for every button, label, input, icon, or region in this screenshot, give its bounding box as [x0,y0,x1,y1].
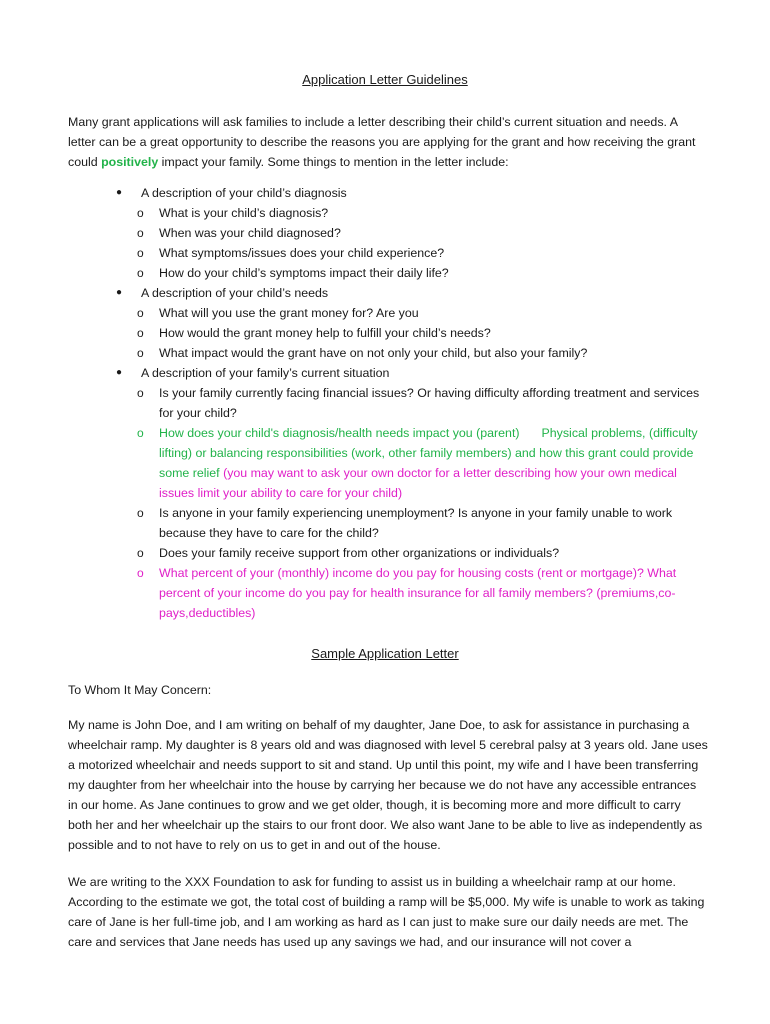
list-item [0,203,704,223]
highlight-question-a: How does your child's diagnosis/health needs impact you (parent) [159,426,520,440]
sub-bullet-icon: o [137,266,144,280]
list-item [0,263,704,283]
sub-bullet-icon: o [137,386,144,400]
sub-bullet-icon: o [137,306,144,320]
list-item [0,283,701,303]
sub-bullet-icon: o [137,566,144,580]
question-text: When was your child diagnosed? [159,226,341,240]
section-label: A description of your family’s current situation [141,366,390,380]
list-item [0,503,704,543]
sub-bullet-icon: o [137,426,144,440]
salutation: To Whom It May Concern: [68,683,212,697]
sub-bullet-icon: o [137,546,144,560]
list-item [0,363,701,383]
question-text: What is your child’s diagnosis? [159,206,329,220]
guidelines-title: Application Letter Guidelines [302,72,468,87]
section-label: A description of your child’s needs [141,286,329,300]
section-label: A description of your child’s diagnosis [141,186,347,200]
sub-bullet-icon: o [137,326,144,340]
question-text: Is your family currently facing financial issues? Or having difficulty affording treatment and services for your child? [159,386,700,420]
intro-text-start: Many grant applications will ask families to include a letter describing their child’s current situation and needs. A letter can be a great opportunity to describe the reasons you are applying for the grant and how receiving the grant could [68,115,696,169]
list-item [0,383,704,423]
list-item [0,183,701,203]
highlight-question-d: What percent of your (monthly) income do you pay for housing costs (rent or mortgage)? What percent of your income do you pay for health insurance for all family members? (premiums,co-pays,deductibles) [159,566,677,620]
question-text: Is anyone in your family experiencing unemployment? Is anyone in your family unable to work because they have to care for the child? [159,506,673,540]
list-item [0,223,704,243]
bullet-icon: ● [116,287,123,298]
sample-title: Sample Application Letter [311,646,459,661]
list-item [0,423,704,503]
letter-paragraph-2: We are writing to the XXX Foundation to ask for funding to assist us in building a wheelchair ramp at our home. According to the estimate we got, the total cost of building a ramp will be $5,000. My wife is unable to work as taking care of Jane is her full-time job, and I am working as hard as I can just to make sure our daily needs are met. The care and services that Jane needs has used up any savings we had, and our insurance will not cover a [68,875,705,949]
sub-bullet-icon: o [137,506,144,520]
highlight-question-b: Physical problems, (difficulty lifting) or balancing responsibilities (work, other family members) and how this grant could provide some relief [159,426,698,480]
list-item [0,563,704,623]
bullet-icon: ● [116,187,123,198]
sub-bullet-icon: o [137,206,144,220]
question-text: What will you use the grant money for? Are you [159,306,419,320]
question-text: What symptoms/issues does your child experience? [159,246,445,260]
question-text: What impact would the grant have on not only your child, but also your family? [159,346,588,360]
question-text: How do your child’s symptoms impact their daily life? [159,266,449,280]
sub-bullet-icon: o [137,226,144,240]
letter-paragraph-1: My name is John Doe, and I am writing on behalf of my daughter, Jane Doe, to ask for assistance in purchasing a wheelchair ramp. My daughter is 8 years old and was diagnosed with level 5 cerebral palsy at 3 years old. Jane uses a motorized wheelchair and needs support to sit and stand. Up until this point, my wife and I have been transferring my daughter from her wheelchair into the house by carrying her because we do not have any accessible entrances in our home. As Jane continues to grow and we get older, though, it is becoming more and more difficult to carry both her and her wheelchair up the stairs to our front door. We also want Jane to be able to live as independently as possible and to not have to rely on us to get in and out of the house. [68,718,708,852]
list-item [0,323,704,343]
question-text: Does your family receive support from other organizations or individuals? [159,546,560,560]
sub-bullet-icon: o [137,346,144,360]
guidelines-list [0,183,770,623]
list-item [0,243,704,263]
bullet-icon: ● [116,367,123,378]
list-item [0,543,704,563]
sub-bullet-icon: o [137,246,144,260]
highlight-note-c: (you may want to ask your own doctor for a letter describing how your own medical issues limit your ability to care for your child) [159,466,677,500]
intro-highlight-word: positively [101,155,159,169]
intro-text-end: impact your family. Some things to mention in the letter include: [158,155,509,169]
question-text: How would the grant money help to fulfill your child’s needs? [159,326,491,340]
list-item [0,303,704,323]
guidelines-intro [68,112,708,172]
list-item [0,343,704,363]
